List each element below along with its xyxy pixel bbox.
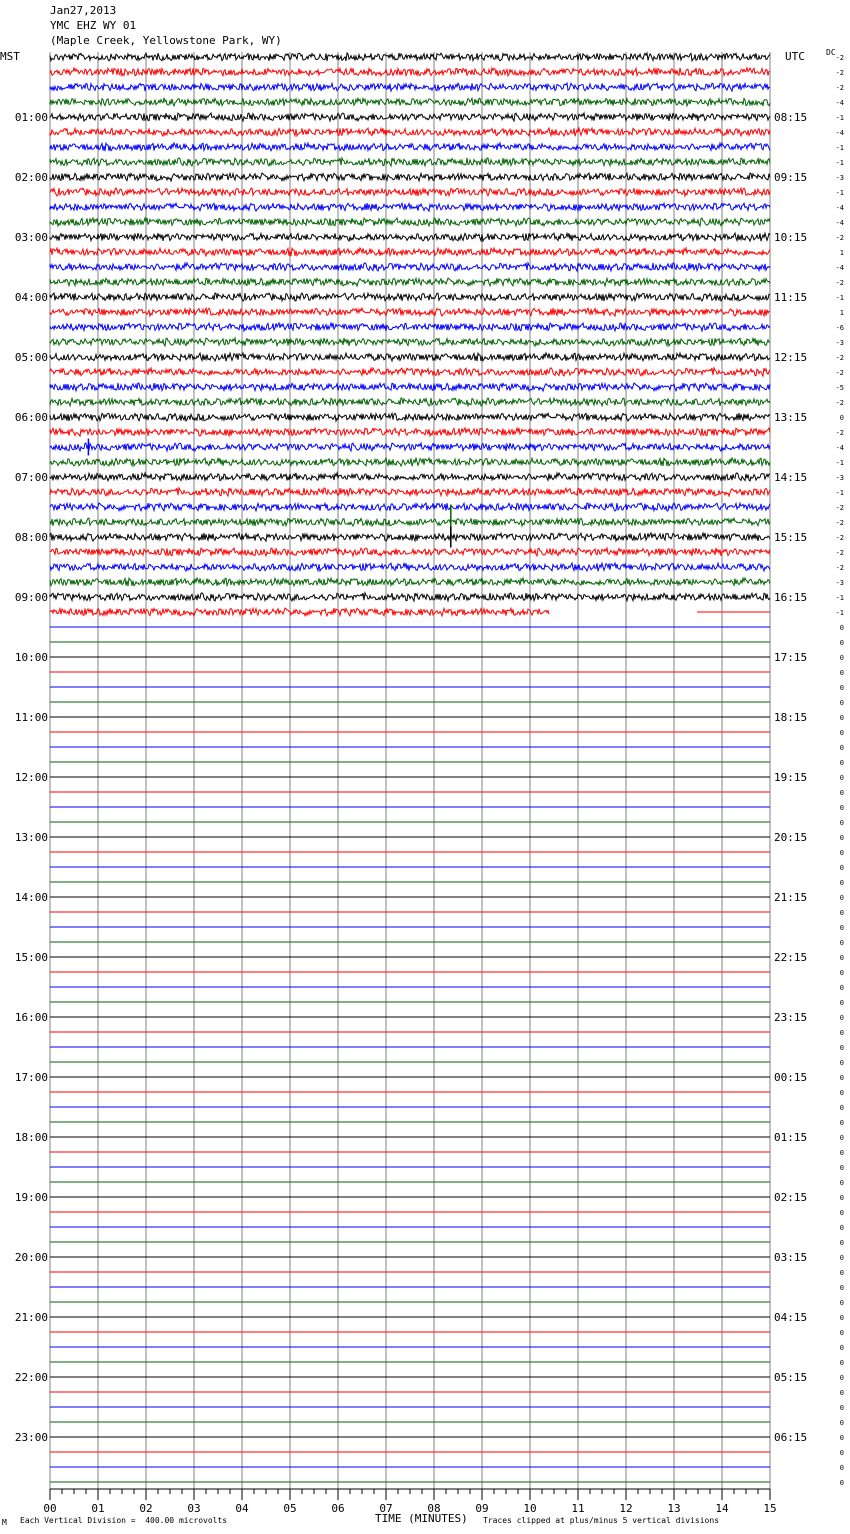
seismic-trace	[50, 218, 770, 226]
dc-offset-label: 0	[839, 1464, 844, 1472]
dc-offset-label: 1	[839, 309, 844, 317]
dc-offset-label: 0	[839, 669, 844, 677]
dc-offset-label: -2	[835, 354, 844, 362]
plot-date: Jan27,2013	[50, 4, 117, 17]
dc-offset-label: 0	[839, 1059, 844, 1067]
dc-offset-label: 0	[839, 1164, 844, 1172]
seismic-trace	[50, 53, 770, 61]
seismic-trace	[50, 68, 770, 76]
dc-offset-label: 0	[839, 1299, 844, 1307]
utc-hour-label: 12:15	[774, 351, 808, 364]
seismic-trace	[50, 428, 770, 436]
dc-offset-label: 0	[839, 1374, 844, 1382]
x-tick-label: 07	[379, 1502, 393, 1515]
dc-header: DC	[826, 48, 836, 57]
mst-hour-label: 02:00	[14, 171, 48, 184]
dc-offset-label: 0	[839, 714, 844, 722]
x-tick-label: 06	[331, 1502, 345, 1515]
dc-offset-label: -2	[835, 54, 844, 62]
dc-offset-label: 0	[839, 1314, 844, 1322]
seismic-trace	[50, 383, 770, 391]
x-tick-label: 14	[715, 1502, 729, 1515]
dc-offset-label: -1	[835, 594, 844, 602]
x-tick-label: 00	[43, 1502, 57, 1515]
utc-hour-label: 21:15	[774, 891, 808, 904]
mst-hour-label: 09:00	[14, 591, 48, 604]
dc-offset-label: 0	[839, 984, 844, 992]
mst-hour-label: 13:00	[14, 831, 48, 844]
dc-offset-label: 0	[839, 909, 844, 917]
utc-hour-label: 18:15	[774, 711, 808, 724]
dc-offset-label: -1	[835, 294, 844, 302]
dc-offset-label: 0	[839, 1104, 844, 1112]
seismic-trace	[50, 578, 770, 586]
mst-hour-label: 07:00	[14, 471, 48, 484]
dc-offset-label: 1	[839, 249, 844, 257]
dc-offset-label: 0	[839, 729, 844, 737]
dc-offset-label: 0	[839, 1404, 844, 1412]
dc-offset-label: -1	[835, 489, 844, 497]
seismic-trace	[50, 533, 770, 541]
utc-hour-label: 17:15	[774, 651, 808, 664]
dc-offset-label: -1	[835, 114, 844, 122]
dc-offset-label: 0	[839, 1209, 844, 1217]
utc-hour-label: 10:15	[774, 231, 808, 244]
mst-hour-label: 15:00	[14, 951, 48, 964]
utc-hour-label: 03:15	[774, 1251, 808, 1264]
dc-offset-label: 0	[839, 1029, 844, 1037]
dc-offset-label: 0	[839, 624, 844, 632]
dc-offset-label: -2	[835, 429, 844, 437]
dc-offset-label: 0	[839, 1344, 844, 1352]
mst-hour-label: 17:00	[14, 1071, 48, 1084]
utc-hour-label: 14:15	[774, 471, 808, 484]
utc-hour-label: 02:15	[774, 1191, 808, 1204]
dc-offset-label: -4	[835, 99, 844, 107]
mst-hour-label: 05:00	[14, 351, 48, 364]
dc-offset-label: -1	[835, 609, 844, 617]
dc-offset-label: -2	[835, 564, 844, 572]
dc-offset-label: 0	[839, 1074, 844, 1082]
seismic-trace	[50, 308, 770, 316]
dc-offset-label: -1	[835, 159, 844, 167]
x-tick-label: 12	[619, 1502, 633, 1515]
dc-offset-label: 0	[839, 1479, 844, 1487]
dc-offset-label: -3	[835, 174, 844, 182]
seismic-trace	[50, 518, 770, 526]
dc-offset-label: 0	[839, 1449, 844, 1457]
dc-offset-label: 0	[839, 969, 844, 977]
seismic-trace	[50, 413, 770, 421]
dc-offset-label: 0	[839, 654, 844, 662]
dc-offset-label: -5	[835, 384, 844, 392]
seismic-trace	[50, 158, 770, 166]
mst-hour-label: 22:00	[14, 1371, 48, 1384]
dc-offset-label: -2	[835, 369, 844, 377]
dc-offset-label: -1	[835, 189, 844, 197]
seismic-trace	[50, 263, 770, 271]
mst-hour-label: 11:00	[14, 711, 48, 724]
dc-offset-label: 0	[839, 864, 844, 872]
dc-offset-label: 0	[839, 1179, 844, 1187]
dc-offset-label: -2	[835, 84, 844, 92]
seismic-trace	[50, 443, 770, 451]
dc-offset-label: -1	[835, 459, 844, 467]
dc-offset-label: -4	[835, 129, 844, 137]
dc-offset-label: -2	[835, 234, 844, 242]
seismic-trace	[50, 368, 770, 376]
utc-hour-label: 20:15	[774, 831, 808, 844]
dc-offset-label: 0	[839, 1389, 844, 1397]
dc-offset-label: -2	[835, 519, 844, 527]
dc-offset-label: -3	[835, 579, 844, 587]
utc-hour-label: 00:15	[774, 1071, 808, 1084]
left-zone-label: MST	[0, 50, 20, 63]
dc-offset-label: 0	[839, 999, 844, 1007]
mst-hour-label: 14:00	[14, 891, 48, 904]
mst-hour-label: 19:00	[14, 1191, 48, 1204]
seismic-trace	[50, 113, 770, 121]
dc-offset-label: 0	[839, 1149, 844, 1157]
dc-offset-label: 0	[839, 1134, 844, 1142]
x-tick-label: 08	[427, 1502, 441, 1515]
mst-hour-label: 16:00	[14, 1011, 48, 1024]
mst-hour-label: 21:00	[14, 1311, 48, 1324]
seismic-trace	[50, 488, 770, 496]
dc-offset-label: -2	[835, 534, 844, 542]
dc-offset-label: 0	[839, 819, 844, 827]
utc-hour-label: 05:15	[774, 1371, 808, 1384]
dc-offset-label: 0	[839, 684, 844, 692]
seismic-trace	[50, 128, 770, 136]
dc-offset-label: 0	[839, 1089, 844, 1097]
dc-offset-label: -2	[835, 399, 844, 407]
mst-hour-label: 03:00	[14, 231, 48, 244]
dc-offset-label: 0	[839, 1359, 844, 1367]
mst-hour-label: 06:00	[14, 411, 48, 424]
dc-offset-label: -2	[835, 504, 844, 512]
x-tick-label: 15	[763, 1502, 777, 1515]
corner-mark: M	[2, 1518, 7, 1527]
dc-offset-label: -2	[835, 279, 844, 287]
dc-offset-label: 0	[839, 639, 844, 647]
dc-offset-label: -2	[835, 549, 844, 557]
x-tick-label: 13	[667, 1502, 681, 1515]
utc-hour-label: 08:15	[774, 111, 808, 124]
utc-hour-label: 15:15	[774, 531, 808, 544]
seismic-trace	[50, 248, 770, 256]
seismic-trace	[50, 473, 770, 481]
seismic-trace	[50, 503, 770, 511]
utc-hour-label: 22:15	[774, 951, 808, 964]
seismic-trace	[50, 338, 770, 346]
mst-hour-label: 20:00	[14, 1251, 48, 1264]
utc-hour-label: 19:15	[774, 771, 808, 784]
dc-offset-label: 0	[839, 1014, 844, 1022]
mst-hour-label: 18:00	[14, 1131, 48, 1144]
dc-offset-label: 0	[839, 774, 844, 782]
seismic-trace	[50, 608, 549, 616]
mst-hour-label: 04:00	[14, 291, 48, 304]
x-tick-label: 01	[91, 1502, 105, 1515]
dc-offset-label: 0	[839, 1119, 844, 1127]
right-zone-label: UTC	[785, 50, 805, 63]
utc-hour-label: 04:15	[774, 1311, 808, 1324]
x-tick-label: 04	[235, 1502, 249, 1515]
dc-offset-label: 0	[839, 744, 844, 752]
x-tick-label: 11	[571, 1502, 585, 1515]
mst-hour-label: 10:00	[14, 651, 48, 664]
seismic-trace	[50, 398, 770, 406]
dc-offset-label: 0	[839, 1269, 844, 1277]
x-tick-label: 10	[523, 1502, 537, 1515]
utc-hour-label: 16:15	[774, 591, 808, 604]
clip-note: Traces clipped at plus/minus 5 vertical divisions	[483, 1516, 720, 1525]
dc-offset-label: 0	[839, 789, 844, 797]
x-axis-title: TIME (MINUTES)	[375, 1512, 468, 1525]
dc-offset-label: 0	[839, 1434, 844, 1442]
dc-offset-label: -4	[835, 264, 844, 272]
vertical-division-note: Each Vertical Division = 400.00 microvolts	[20, 1516, 228, 1525]
x-tick-label: 03	[187, 1502, 201, 1515]
dc-offset-label: 0	[839, 699, 844, 707]
dc-offset-label: 0	[839, 1329, 844, 1337]
seismic-trace	[50, 98, 770, 106]
dc-offset-label: 0	[839, 1254, 844, 1262]
seismic-trace	[50, 353, 770, 361]
dc-offset-label: -4	[835, 204, 844, 212]
dc-offset-label: -4	[835, 444, 844, 452]
dc-offset-label: 0	[839, 939, 844, 947]
dc-offset-label: -1	[835, 144, 844, 152]
dc-offset-label: 0	[839, 849, 844, 857]
seismic-trace	[50, 233, 770, 241]
seismic-trace	[50, 203, 770, 211]
seismic-trace	[50, 563, 770, 571]
dc-offset-label: 0	[839, 954, 844, 962]
seismic-trace	[50, 278, 770, 286]
utc-hour-label: 01:15	[774, 1131, 808, 1144]
x-tick-label: 02	[139, 1502, 153, 1515]
dc-offset-label: 0	[839, 1284, 844, 1292]
mst-hour-label: 01:00	[14, 111, 48, 124]
station-location: (Maple Creek, Yellowstone Park, WY)	[50, 34, 282, 47]
seismic-trace	[50, 323, 770, 331]
seismic-trace	[50, 188, 770, 196]
dc-offset-label: -3	[835, 474, 844, 482]
dc-offset-label: 0	[839, 1224, 844, 1232]
dc-offset-label: 0	[839, 1044, 844, 1052]
dc-offset-label: 0	[839, 1194, 844, 1202]
dc-offset-label: 0	[839, 834, 844, 842]
utc-hour-label: 11:15	[774, 291, 808, 304]
seismic-trace	[50, 458, 770, 466]
utc-hour-label: 13:15	[774, 411, 808, 424]
seismic-trace	[50, 173, 770, 181]
mst-hour-label: 08:00	[14, 531, 48, 544]
dc-offset-label: -3	[835, 339, 844, 347]
x-tick-label: 09	[475, 1502, 489, 1515]
seismic-trace	[50, 548, 770, 556]
dc-offset-label: 0	[839, 804, 844, 812]
dc-offset-label: 0	[839, 879, 844, 887]
dc-offset-label: 0	[839, 924, 844, 932]
dc-offset-label: 0	[839, 1239, 844, 1247]
seismic-trace	[50, 143, 770, 151]
dc-offset-label: 0	[839, 759, 844, 767]
dc-offset-label: 0	[839, 894, 844, 902]
dc-offset-label: 0	[839, 1419, 844, 1427]
seismic-trace	[50, 293, 770, 301]
mst-hour-label: 23:00	[14, 1431, 48, 1444]
dc-offset-label: -2	[835, 69, 844, 77]
utc-hour-label: 09:15	[774, 171, 808, 184]
dc-offset-label: -4	[835, 219, 844, 227]
mst-hour-label: 12:00	[14, 771, 48, 784]
utc-hour-label: 23:15	[774, 1011, 808, 1024]
dc-offset-label: 0	[839, 414, 844, 422]
station-id: YMC EHZ WY 01	[50, 19, 137, 32]
x-tick-label: 05	[283, 1502, 297, 1515]
utc-hour-label: 06:15	[774, 1431, 808, 1444]
seismic-trace	[50, 83, 770, 91]
seismic-trace	[50, 593, 770, 601]
dc-offset-label: -6	[835, 324, 844, 332]
